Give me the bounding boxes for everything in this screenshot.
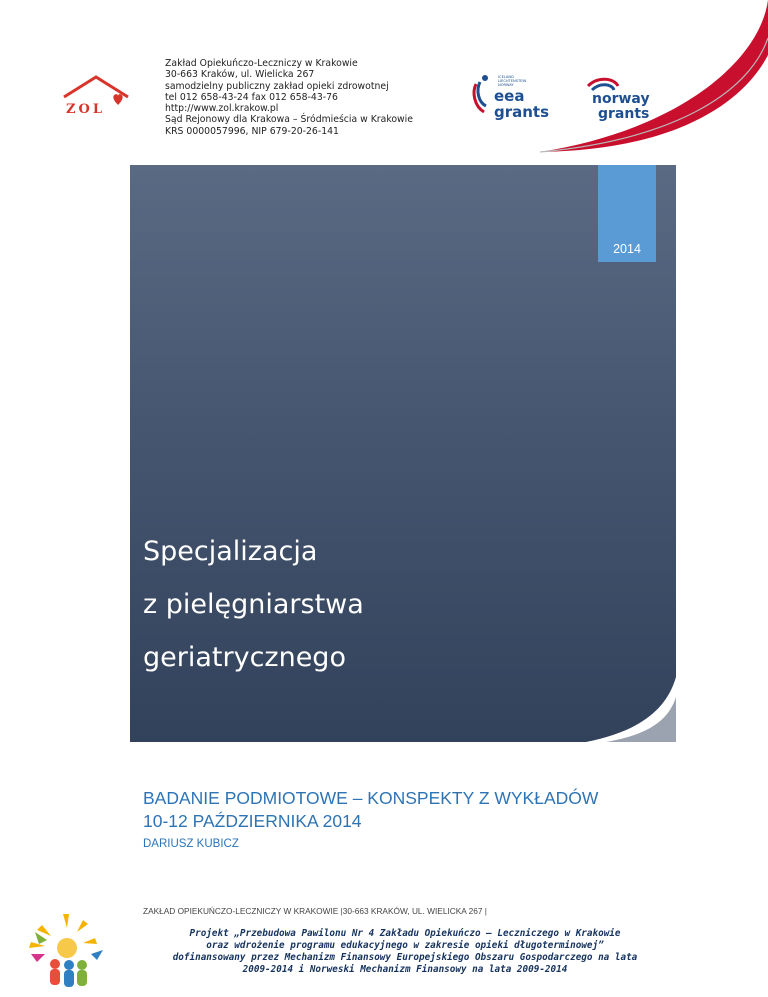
address-line: KRS 0000057996, NIP 679-20-26-141 (165, 125, 339, 137)
title-line: geriatrycznego (143, 642, 346, 673)
norway-grants-word: grants (598, 106, 650, 122)
institution-address (165, 58, 465, 137)
cover-corner-fold (586, 677, 676, 742)
eea-word: eea (494, 87, 525, 105)
eea-swirl-icon (474, 75, 488, 112)
title-line: Specjalizacja (143, 536, 318, 567)
eea-country-3: NORWAY (498, 83, 514, 87)
subtitle-line: BADANIE PODMIOTOWE – KONSPEKTY Z WYKŁADÓW (143, 788, 599, 808)
document-title (143, 525, 623, 684)
project-line: 2009-2014 i Norweski Mechanizm Finansowy na lata 2009-2014 (242, 964, 568, 975)
address-line: samodzielny publiczny zakład opieki zdrowotnej (165, 80, 389, 92)
sun-people-icon (25, 910, 107, 992)
address-line: 30-663 Kraków, ul. Wielicka 267 (165, 69, 315, 81)
project-line: Projekt „Przebudowa Pawilonu Nr 4 Zakładu Opiekuńczo – Leczniczego w Krakowie (189, 928, 621, 939)
project-sun-logo (25, 910, 107, 992)
norway-grants-logo (584, 76, 668, 122)
year-text: 2014 (613, 242, 641, 256)
project-line: dofinansowany przez Mechanizm Finansowy Europejskiego Obszaru Gospodarczego na lata (172, 952, 638, 963)
address-line: tel 012 658-43-24 fax 012 658-43-76 (165, 91, 338, 103)
author-name: DARIUSZ KUBICZ (143, 838, 239, 850)
zol-logo (60, 75, 132, 117)
footer-address: ZAKŁAD OPIEKUŃCZO-LECZNICZY W KRAKOWIE |30-663 KRAKÓW, UL. WIELICKA 267 | (143, 906, 487, 916)
subtitle-line: 10-12 PAŹDZIERNIKA 2014 (143, 811, 362, 831)
project-funding-note (110, 928, 700, 976)
year-badge (598, 165, 656, 262)
eea-grants-logo (470, 70, 566, 122)
zol-logo-text: ZOL (66, 102, 105, 117)
title-line: z pielęgniarstwa (143, 589, 364, 620)
document-subtitle (143, 787, 663, 833)
eea-country-2: LIECHTENSTEIN (498, 79, 527, 83)
norway-swirl-icon (588, 79, 618, 90)
house-heart-logo-icon (60, 75, 132, 117)
eea-country-1: ICELAND (498, 75, 514, 79)
address-line: Zakład Opiekuńczo-Leczniczy w Krakowie (165, 58, 358, 69)
norway-word: norway (592, 91, 650, 107)
address-line: Sąd Rejonowy dla Krakowa – Śródmieścia w Krakowie (165, 114, 413, 126)
eea-grants-word: grants (494, 103, 550, 121)
website-link[interactable]: http://www.zol.krakow.pl (165, 103, 279, 115)
project-line: oraz wdrożenie programu edukacyjnego w zakresie opieki długoterminowej” (206, 940, 604, 951)
